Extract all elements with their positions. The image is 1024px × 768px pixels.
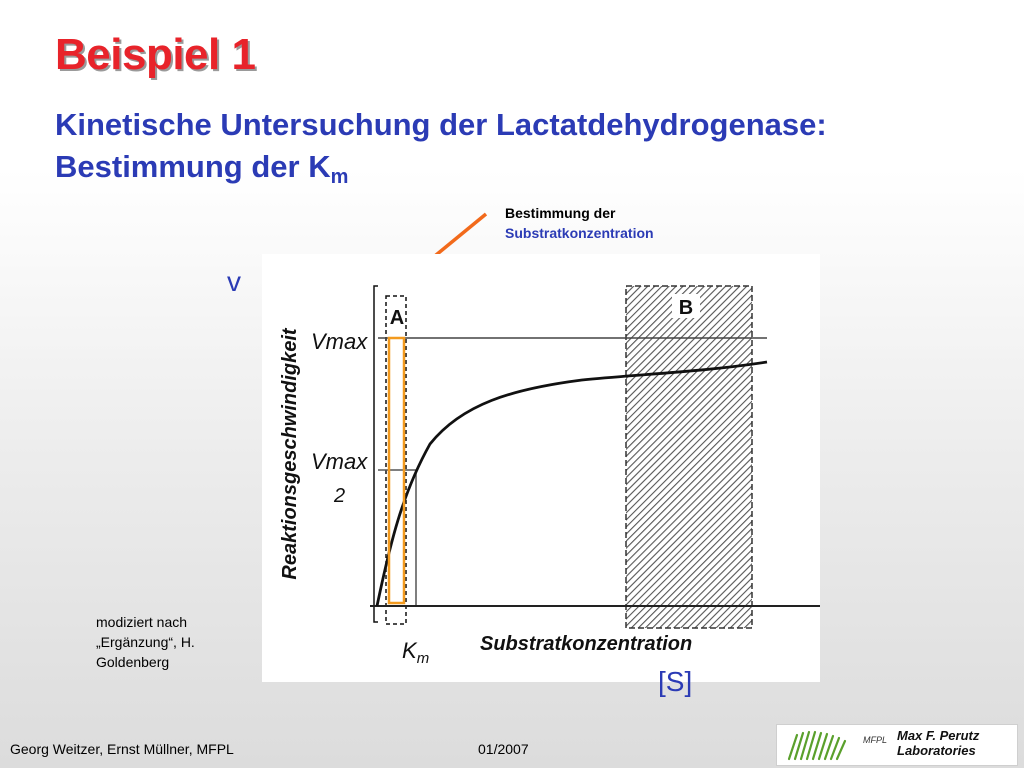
vmax-label: Vmax (311, 329, 368, 354)
substrate-axis-label: [S] (658, 666, 693, 697)
km-label (402, 638, 429, 667)
source-note-line-2: „Ergänzung“, H. (96, 634, 195, 650)
half-vmax-divisor: 2 (334, 485, 346, 507)
institute-logo (776, 724, 1018, 766)
logo-name (897, 728, 979, 758)
kinetics-diagram (262, 254, 820, 682)
velocity-axis-label: v (227, 266, 241, 297)
slide-title: Beispiel 1 (55, 30, 256, 79)
source-note (96, 612, 195, 672)
y-axis-bracket (374, 286, 378, 622)
region-a-label: A (389, 307, 405, 329)
callout-line-1: Bestimmung der (505, 205, 616, 221)
callout-line-2: Substratkonzentration (505, 225, 654, 241)
footer-authors: Georg Weitzer, Ernst Müllner, MFPL (10, 741, 234, 757)
y-axis-title: Reaktionsgeschwindigkeit (279, 328, 301, 580)
leaf-fan-icon (781, 725, 861, 765)
region-b-label: B (678, 297, 694, 319)
km-label-main: K (402, 638, 417, 663)
source-note-line-3: Goldenberg (96, 654, 170, 670)
logo-prefix: MFPL (863, 735, 888, 745)
logo-line-1: Max F. Perutz (897, 728, 980, 743)
logo-line-2: Laboratories (897, 743, 976, 758)
km-label-sub: m (416, 650, 430, 667)
michaelis-menten-figure (262, 254, 820, 682)
footer-date: 01/2007 (478, 741, 529, 757)
source-note-line-1: modiziert nach (96, 614, 188, 630)
subtitle-line-2-text: Bestimmung der K (55, 149, 331, 184)
subtitle-line-1: Kinetische Untersuchung der Lactatdehydrogenase: (55, 107, 827, 142)
subtitle-km-subscript: m (330, 166, 349, 188)
half-vmax-label: Vmax (311, 449, 368, 474)
x-axis-title: Substratkonzentration (480, 633, 693, 655)
